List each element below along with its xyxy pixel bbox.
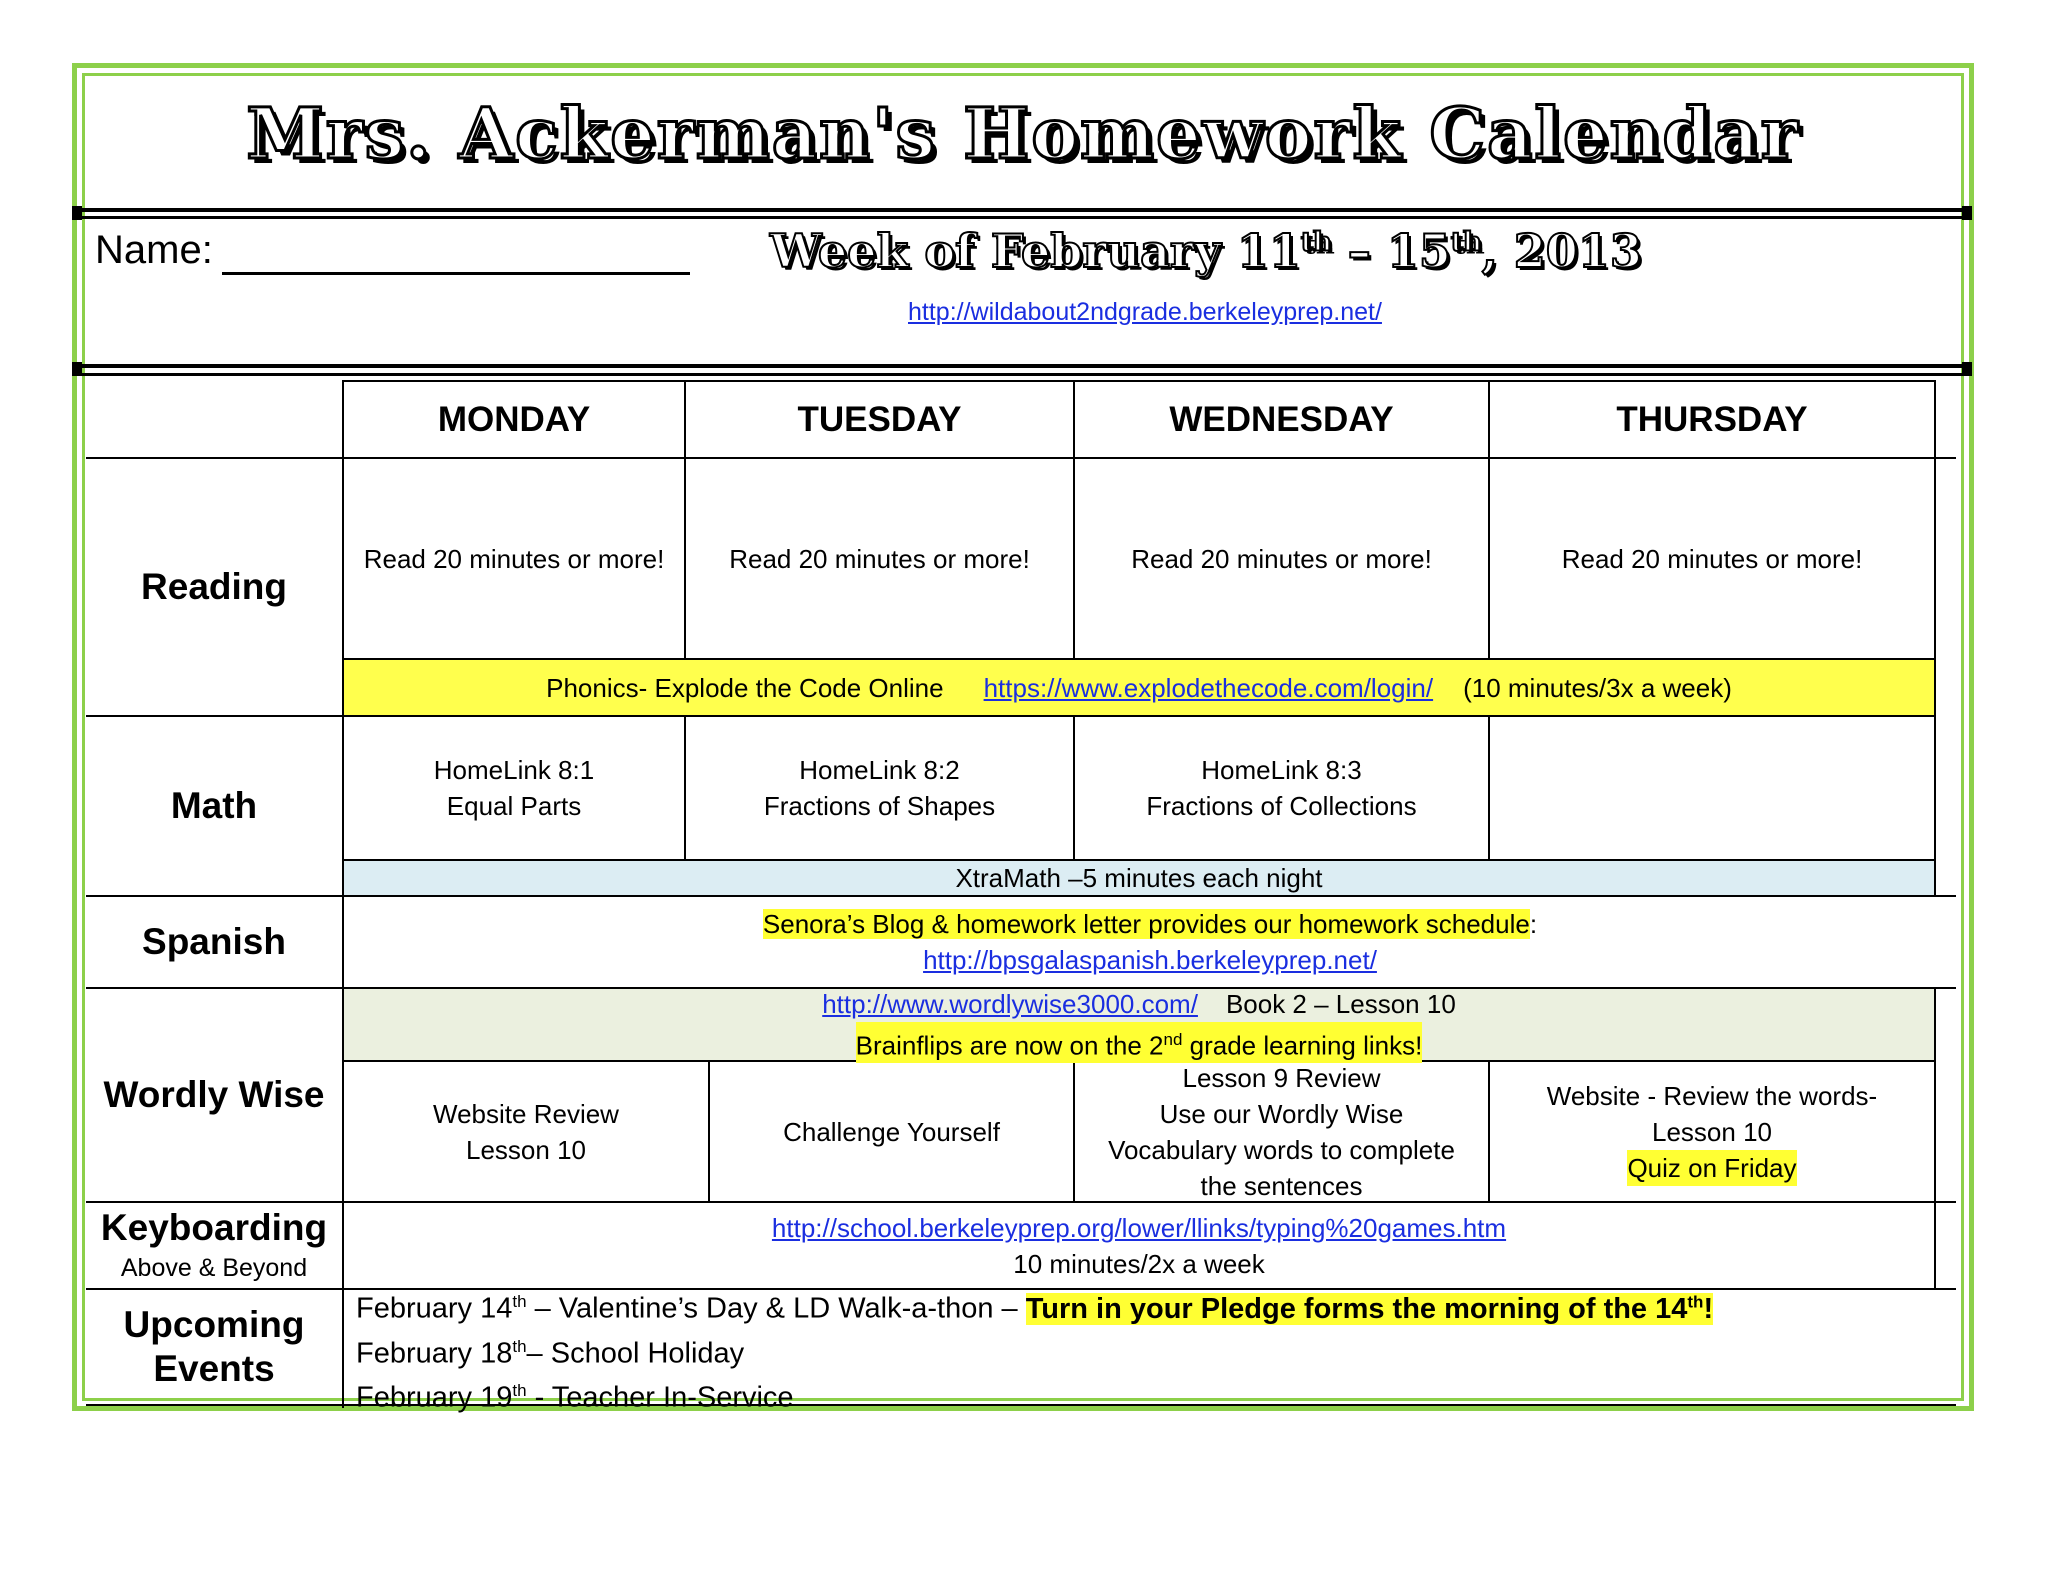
- math-monday: [344, 717, 684, 859]
- event-item: February 19th - Teacher In-Service: [356, 1381, 794, 1414]
- subject-keyboarding: [86, 1203, 342, 1288]
- name-label: Name:: [95, 228, 213, 272]
- wordly-row: [344, 989, 1934, 1060]
- event-item: February 18th– School Holiday: [356, 1336, 745, 1370]
- class-website-link[interactable]: http://wildabout2ndgrade.berkeleyprep.net/: [908, 298, 1382, 326]
- divider: [76, 208, 1970, 212]
- day-header-thursday: THURSDAY: [1616, 399, 1808, 439]
- day-header-tuesday: TUESDAY: [797, 399, 962, 439]
- subject-spanish: Spanish: [142, 921, 286, 962]
- spanish-text: Senora’s Blog & homework letter provides our homework schedule: [762, 909, 1530, 939]
- week-heading: Week of February 11th – 15th, 2013: [770, 224, 1642, 278]
- divider-cap: [72, 206, 82, 220]
- wordly-monday-line1: Website Review: [433, 1098, 619, 1129]
- reading-tuesday: Read 20 minutes or more!: [729, 543, 1030, 574]
- explodethecode-link[interactable]: https://www.explodethecode.com/login/: [983, 672, 1434, 703]
- math-wednesday-line2: Fractions of Collections: [1146, 791, 1417, 821]
- divider-cap: [72, 362, 82, 376]
- quiz-on-friday: Quiz on Friday: [1627, 1150, 1796, 1186]
- keyboarding-row: [344, 1203, 1934, 1288]
- xtramath-row: XtraMath –5 minutes each night: [955, 863, 1323, 893]
- reading-monday: Read 20 minutes or more!: [363, 543, 665, 574]
- divider: [76, 364, 1970, 368]
- grid-line: [1488, 716, 1490, 860]
- page-title: Mrs. Ackerman's Homework Calendar: [246, 92, 1800, 175]
- events-list: [356, 1283, 1713, 1417]
- wordly-thursday-line2: Lesson 10: [1652, 1116, 1772, 1147]
- name-blank: [222, 272, 690, 275]
- math-wednesday: [1075, 717, 1488, 859]
- wordly-wednesday-line4: the sentences: [1200, 1170, 1363, 1201]
- wordly-wednesday: [1075, 1062, 1488, 1201]
- wordly-thursday-line1: Website - Review the words-: [1546, 1080, 1878, 1111]
- math-tuesday-line1: HomeLink 8:2: [799, 755, 960, 785]
- day-header-wednesday: WEDNESDAY: [1169, 399, 1394, 439]
- wordly-book: Book 2 – Lesson 10: [1225, 988, 1456, 1019]
- spanish-blog-link[interactable]: http://bpsgalaspanish.berkeleyprep.net/: [923, 945, 1377, 975]
- pledge-reminder: Turn in your Pledge forms the morning of the 14th!: [1025, 1292, 1714, 1325]
- events-label-line1: Upcoming: [123, 1304, 305, 1345]
- wordly-tuesday: Challenge Yourself: [783, 1116, 1000, 1147]
- divider: [76, 216, 1970, 219]
- phonics-row: [344, 660, 1934, 715]
- events-label-line2: Events: [153, 1348, 275, 1389]
- wordly-monday: [344, 1062, 708, 1201]
- keyboarding-label: Keyboarding: [100, 1206, 328, 1248]
- math-tuesday: [686, 717, 1073, 859]
- phonics-text: Phonics- Explode the Code Online: [546, 672, 944, 703]
- grid-line: [1934, 988, 1936, 1288]
- phonics-note: (10 minutes/3x a week): [1463, 672, 1732, 703]
- typing-games-link[interactable]: http://school.berkeleyprep.org/lower/llinks/typing%20games.htm: [771, 1212, 1507, 1243]
- math-monday-line1: HomeLink 8:1: [433, 755, 595, 785]
- keyboarding-note: 10 minutes/2x a week: [1013, 1248, 1265, 1279]
- wordly-monday-line2: Lesson 10: [466, 1134, 586, 1165]
- subject-math: Math: [170, 785, 258, 826]
- divider-cap: [1962, 206, 1972, 220]
- wordly-wednesday-line2: Use our Wordly Wise: [1159, 1098, 1404, 1129]
- brainflips-note: Brainflips are now on the 2nd grade learning links!: [856, 1022, 1423, 1064]
- reading-thursday: Read 20 minutes or more!: [1561, 543, 1863, 574]
- math-monday-line2: Equal Parts: [446, 791, 582, 821]
- subject-upcoming-events: [86, 1290, 342, 1404]
- day-header-monday: MONDAY: [437, 399, 591, 439]
- wordly-wednesday-line1: Lesson 9 Review: [1182, 1062, 1381, 1093]
- subject-reading: Reading: [141, 566, 287, 607]
- keyboarding-sublabel: Above & Beyond: [120, 1253, 308, 1282]
- event-item: February 14th – Valentine’s Day & LD Walk-a-thon – Turn in your Pledge forms the morning of the 14th!: [356, 1292, 1714, 1325]
- divider: [76, 373, 1970, 376]
- reading-wednesday: Read 20 minutes or more!: [1131, 543, 1432, 574]
- wordly-thursday: [1490, 1062, 1934, 1201]
- spanish-row: [344, 897, 1956, 987]
- math-wednesday-line1: HomeLink 8:3: [1201, 755, 1362, 785]
- subject-wordly-wise: Wordly Wise: [103, 1074, 325, 1115]
- spanish-colon: :: [1529, 909, 1538, 939]
- wordly-wednesday-line3: Vocabulary words to complete: [1108, 1134, 1455, 1165]
- divider-cap: [1962, 362, 1972, 376]
- math-tuesday-line2: Fractions of Shapes: [763, 791, 996, 821]
- wordlywise-link[interactable]: http://www.wordlywise3000.com/: [822, 988, 1198, 1019]
